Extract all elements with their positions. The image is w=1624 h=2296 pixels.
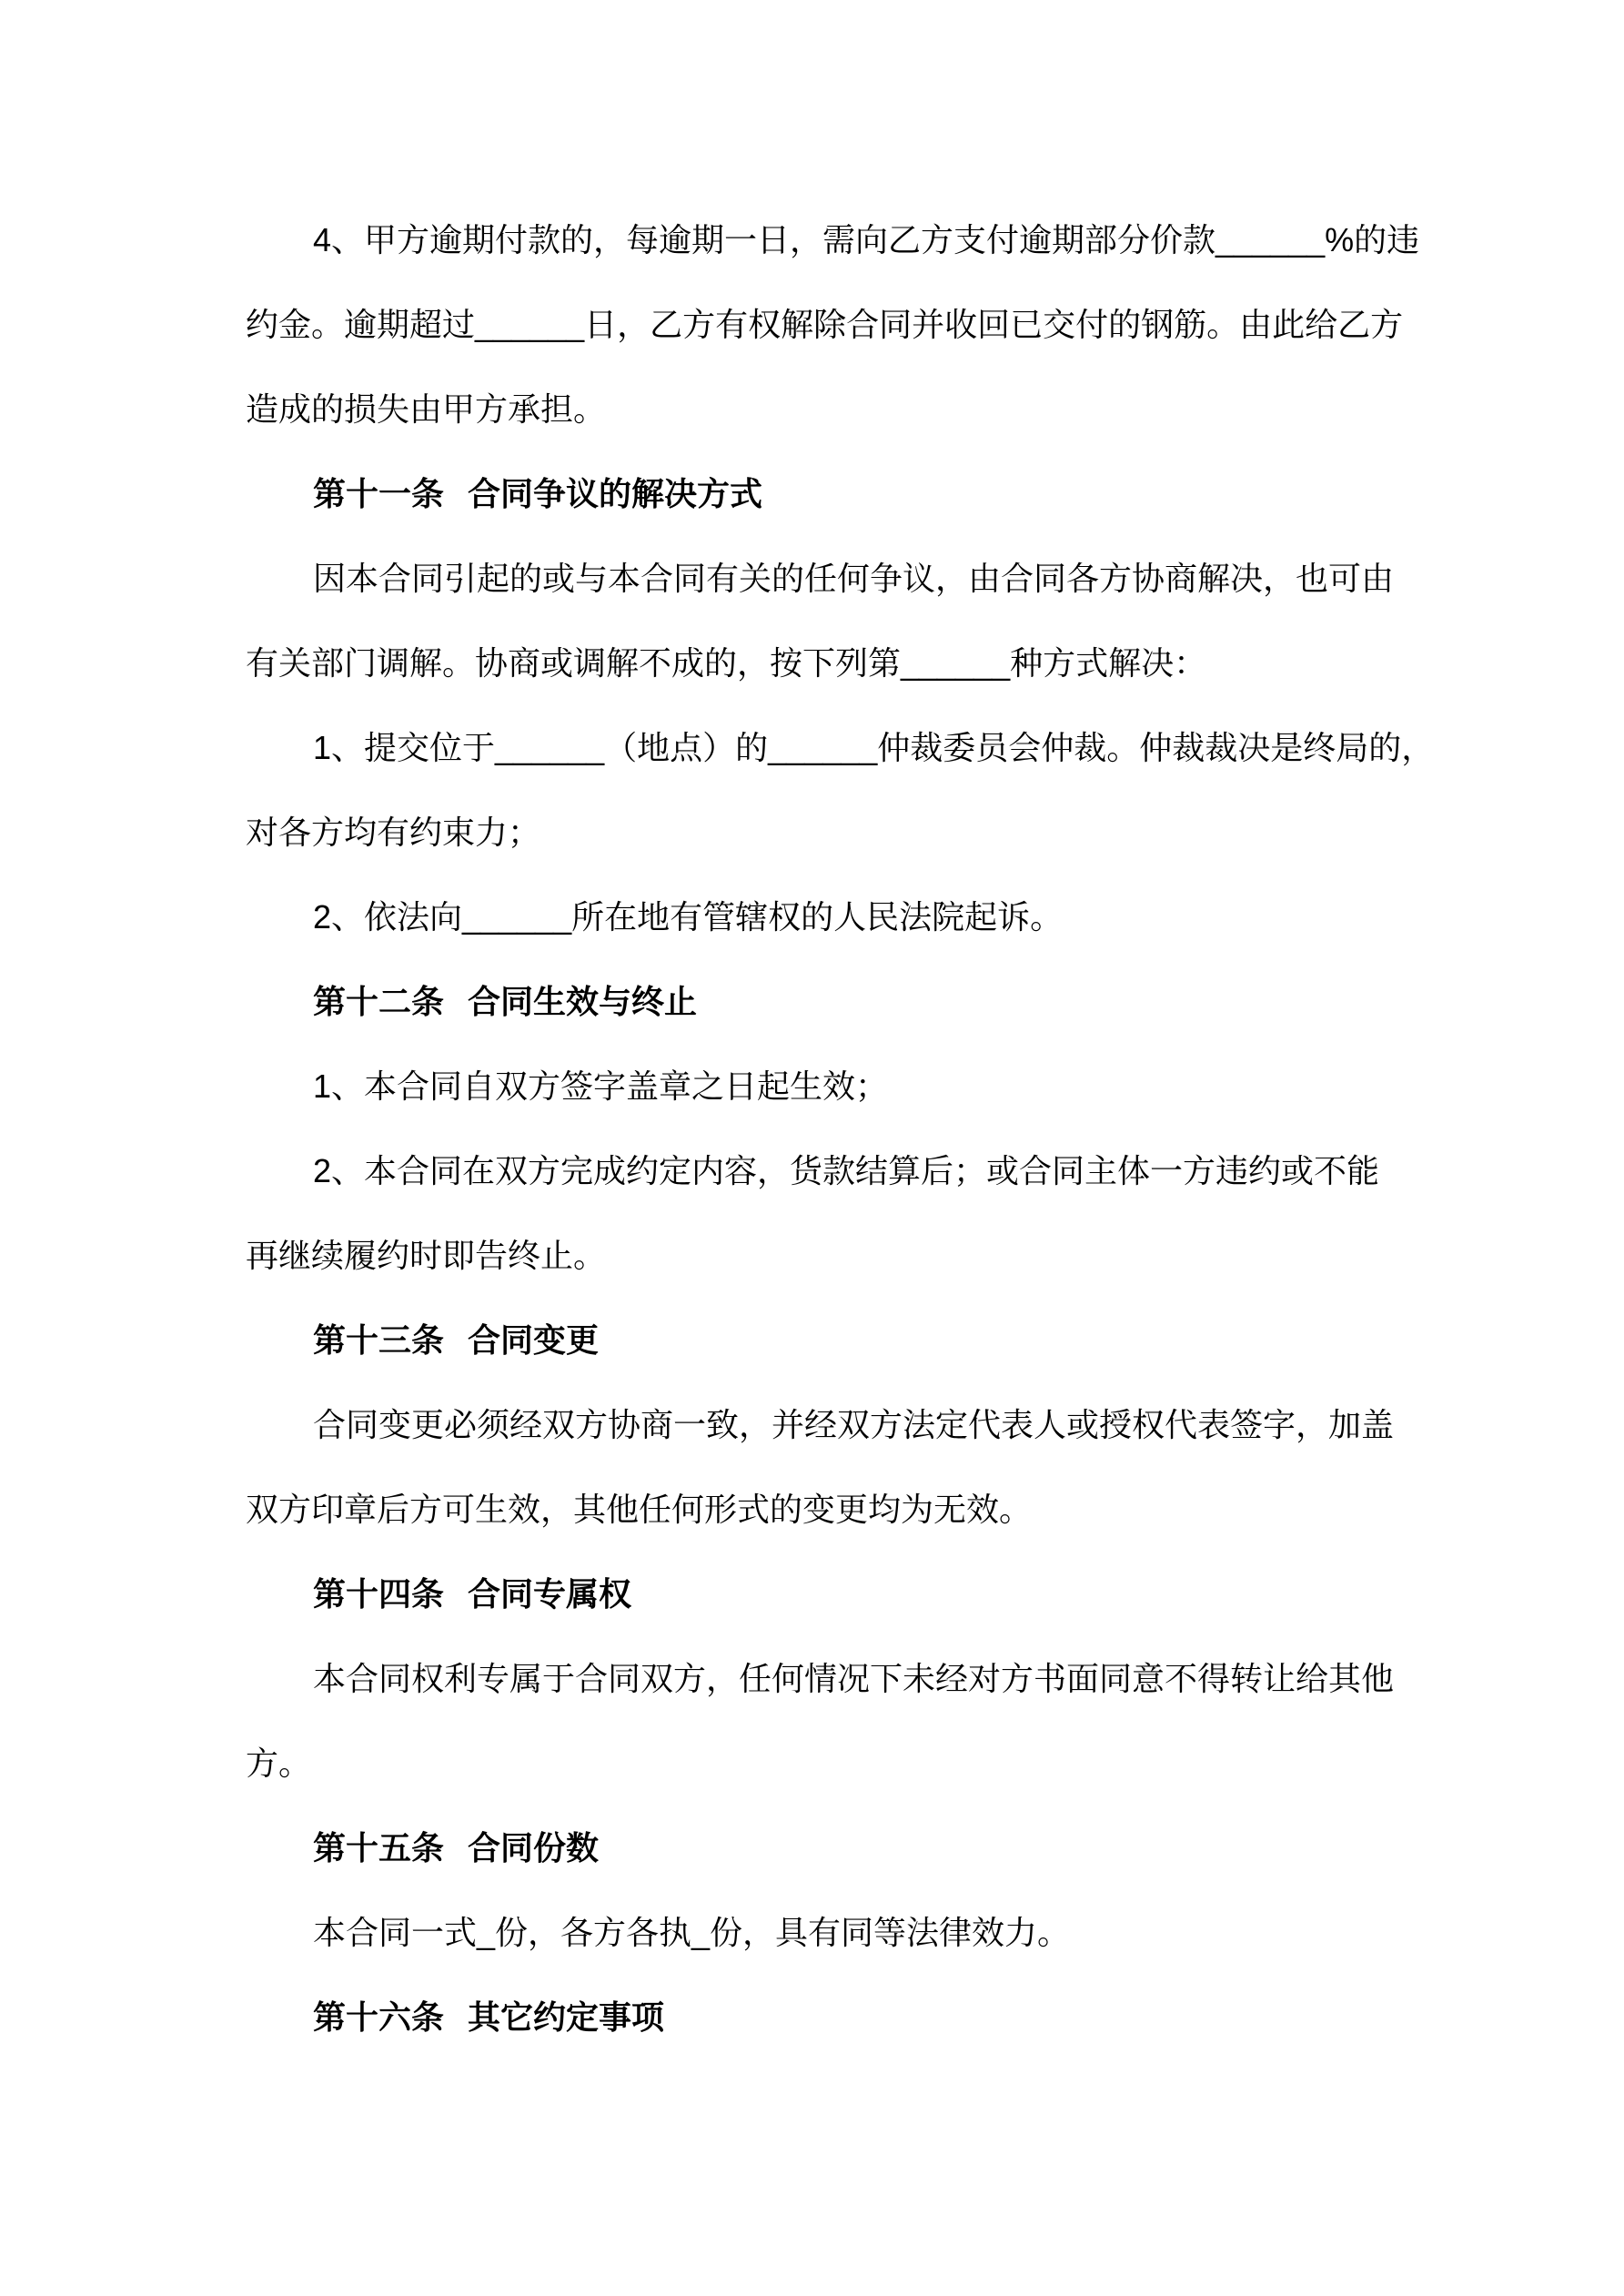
paragraph-line: 方。 [246, 1745, 312, 1782]
paragraph-line: 合同变更必须经双方协商一致，并经双方法定代表人或授权代表签字，加盖 [313, 1406, 1395, 1443]
paragraph-line: 4、甲方逾期付款的，每逾期一日，需向乙方支付逾期部分价款______%的违 [313, 221, 1420, 258]
paragraph-line: 有关部门调解。协商或调解不成的，按下列第______种方式解决： [246, 644, 1207, 682]
heading-number: 第十一条 [313, 475, 445, 512]
paragraph-line: 约金。逾期超过______日，乙方有权解除合同并收回已交付的钢筋。由此给乙方 [246, 306, 1404, 343]
paragraph-line: 因本合同引起的或与本合同有关的任何争议，由合同各方协商解决，也可由 [313, 560, 1395, 597]
heading-number: 第十六条 [313, 1998, 445, 2036]
paragraph-line: 本合同权利专属于合同双方，任何情况下未经对方书面同意不得转让给其他 [313, 1660, 1395, 1697]
document-body [246, 197, 1435, 2059]
paragraph-line: 1、提交位于______（地点）的______仲裁委员会仲裁。仲裁裁决是终局的， [313, 729, 1435, 766]
paragraph-line: 本合同一式_份，各方各执_份，具有同等法律效力。 [313, 1914, 1071, 1951]
heading-number: 第十五条 [313, 1829, 445, 1866]
paragraph-line: 对各方均有约束力； [246, 814, 541, 851]
section-heading [246, 1298, 1401, 1382]
heading-title: 合同份数 [468, 1829, 600, 1866]
section-heading [246, 1552, 1401, 1636]
section-heading [246, 451, 1401, 536]
heading-title: 合同变更 [468, 1321, 600, 1359]
heading-title: 合同生效与终止 [468, 983, 698, 1020]
heading-number: 第十三条 [313, 1321, 445, 1359]
heading-number: 第十四条 [313, 1575, 445, 1613]
paragraph-line: 2、本合同在双方完成约定内容，货款结算后；或合同主体一方违约或不能 [313, 1152, 1380, 1189]
paragraph-line: 双方印章后方可生效，其他任何形式的变更均为无效。 [246, 1491, 1033, 1528]
paragraph-line: 2、依法向______所在地有管辖权的人民法院起诉。 [313, 898, 1064, 936]
section-heading [246, 1805, 1401, 1890]
section-heading [246, 1975, 1401, 2059]
heading-title: 合同专属权 [468, 1575, 632, 1613]
paragraph-line: 造成的损失由甲方承担。 [246, 390, 607, 428]
heading-number: 第十二条 [313, 983, 445, 1020]
paragraph-line: 再继续履约时即告终止。 [246, 1237, 607, 1274]
paragraph-line: 1、本合同自双方签字盖章之日起生效； [313, 1067, 889, 1105]
section-heading [246, 959, 1401, 1044]
heading-title: 合同争议的解决方式 [468, 475, 763, 512]
heading-title: 其它约定事项 [468, 1998, 665, 2036]
